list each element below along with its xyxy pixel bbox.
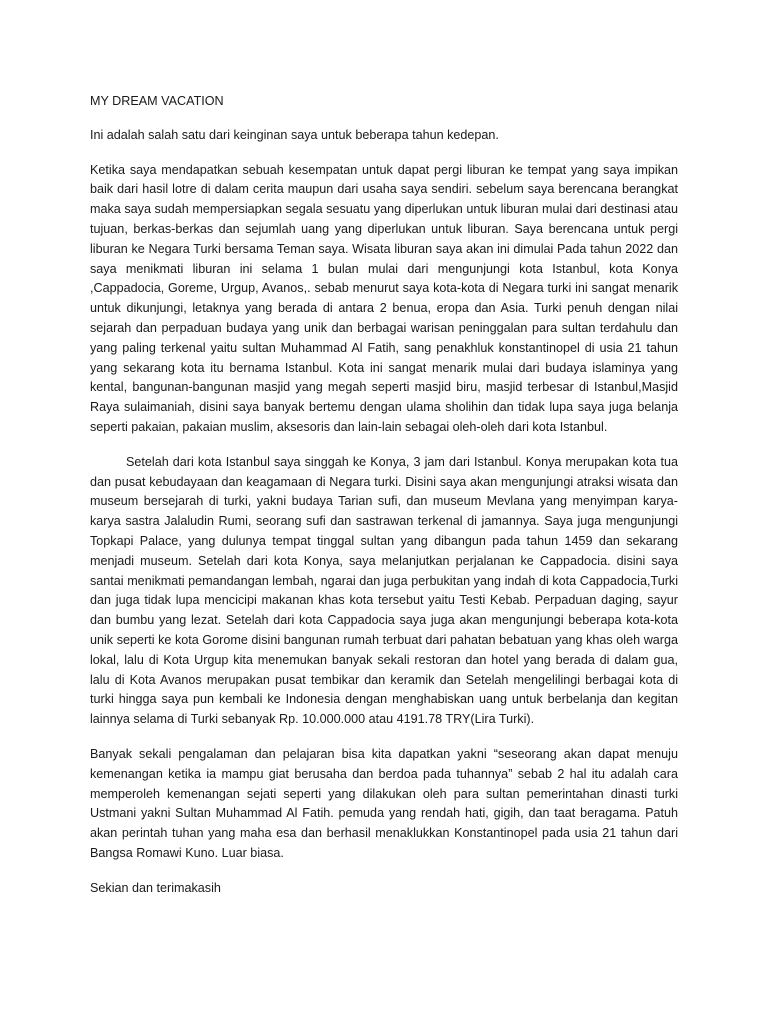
paragraph-3: Banyak sekali pengalaman dan pelajaran bisa kita dapatkan yakni “seseorang akan dapat menuju kemenangan ketika ia mampu giat berusaha dan berdoa pada tuhannya” sebab 2 hal itu adalah cara memperoleh kemenangan sejati seperti yang dilakukan oleh para sultan pemerintahan dinasti turki Ustmani yakni Sultan Muhammad Al Fatih. pemuda yang rendah hati, gigih, dan taat beragama. Patuh akan perintah tuhan yang maha esa dan berhasil menaklukkan Konstantinopel pada usia 21 tahun dari Bangsa Romawi Kuno. Luar biasa.	[90, 746, 678, 860]
intro-paragraph: Ini adalah salah satu dari keinginan saya untuk beberapa tahun kedepan.	[90, 127, 499, 142]
document-title: MY DREAM VACATION	[90, 94, 224, 108]
closing-line: Sekian dan terimakasih	[90, 880, 221, 895]
paragraph-2: Setelah dari kota Istanbul saya singgah ke Konya, 3 jam dari Istanbul. Konya merupakan kota tua dan pusat kebudayaan dan keagamaan di Negara turki. Disini saya akan mengunjungi atraksi wisata dan museum bersejarah di turki, yakni budaya Tarian sufi, dan museum Mevlana yang menyimpan karya-karya sastra Jalaludin Rumi, seorang sufi dan sastrawan terkenal di jamannya. Saya juga mengunjungi Topkapi Palace, yang dulunya tempat tinggal sultan yang dibangun pada tahun 1459 dan sekarang menjadi museum. Setelah dari kota Konya, saya melanjutkan perjalanan ke Cappadocia. disini saya santai menikmati pemandangan lembah, ngarai dan juga perbukitan yang indah di kota Cappadocia,Turki dan juga tidak lupa mencicipi makanan khas kota tersebut yaitu Testi Kebab. Perpaduan daging, sayur dan bumbu yang lezat. Setelah dari kota Cappadocia saya juga akan mengunjungi beberapa kota-kota unik seperti ke kota Gorome disini bangunan rumah terbuat dari pahatan bebatuan yang khas oleh warga lokal, lalu di Kota Urgup kita menemukan banyak sekali restoran dan hotel yang berada di dalam gua, lalu di Kota Avanos merupakan pusat tembikar dan keramik dan Setelah mengelilingi berbagai kota di turki hingga saya pun kembali ke Indonesia dengan menghabiskan uang untuk berbelanja dan kegitan lainnya selama di Turki sebanyak Rp. 10.000.000 atau 4191.78 TRY(Lira Turki).	[90, 454, 678, 727]
document-page	[90, 92, 678, 898]
paragraph-1: Ketika saya mendapatkan sebuah kesempatan untuk dapat pergi liburan ke tempat yang saya impikan baik dari hasil lotre di dalam cerita maupun dari usaha saya sendiri. sebelum saya berencana berangkat maka saya sudah mempersiapkan segala sesuatu yang diperlukan untuk liburan mulai dari destinasi atau tujuan, berkas-berkas dan sejumlah uang yang diperlukan untuk liburan. Saya berencana untuk pergi liburan ke Negara Turki bersama Teman saya. Wisata liburan saya akan ini dimulai Pada tahun 2022 dan saya menikmati liburan ini selama 1 bulan mulai dari mengunjungi kota Istanbul, kota Konya ,Cappadocia, Goreme, Urgup, Avanos,. sebab menurut saya kota-kota di Negara turki ini sangat menarik untuk dikunjungi, letaknya yang berada di antara 2 benua, eropa dan Asia. Turki penuh dengan nilai sejarah dan perpaduan budaya yang unik dan berbagai warisan peninggalan para sultan terdahulu dan yang paling terkenal yaitu sultan Muhammad Al Fatih, sang penakhluk konstantinopel di usia 21 tahun yang sekarang kota itu bernama Istanbul. Kota ini sangat menarik mulai dari budaya islaminya yang kental, bangunan-bangunan masjid yang megah seperti masjid biru, masjid terbesar di Istanbul,Masjid Raya sulaimaniah, disini saya banyak bertemu dengan ulama sholihin dan tidak lupa saya juga belanja seperti pakaian, pakaian muslim, aksesoris dan lain-lain sebagai oleh-oleh dari kota Istanbul.	[90, 162, 678, 434]
